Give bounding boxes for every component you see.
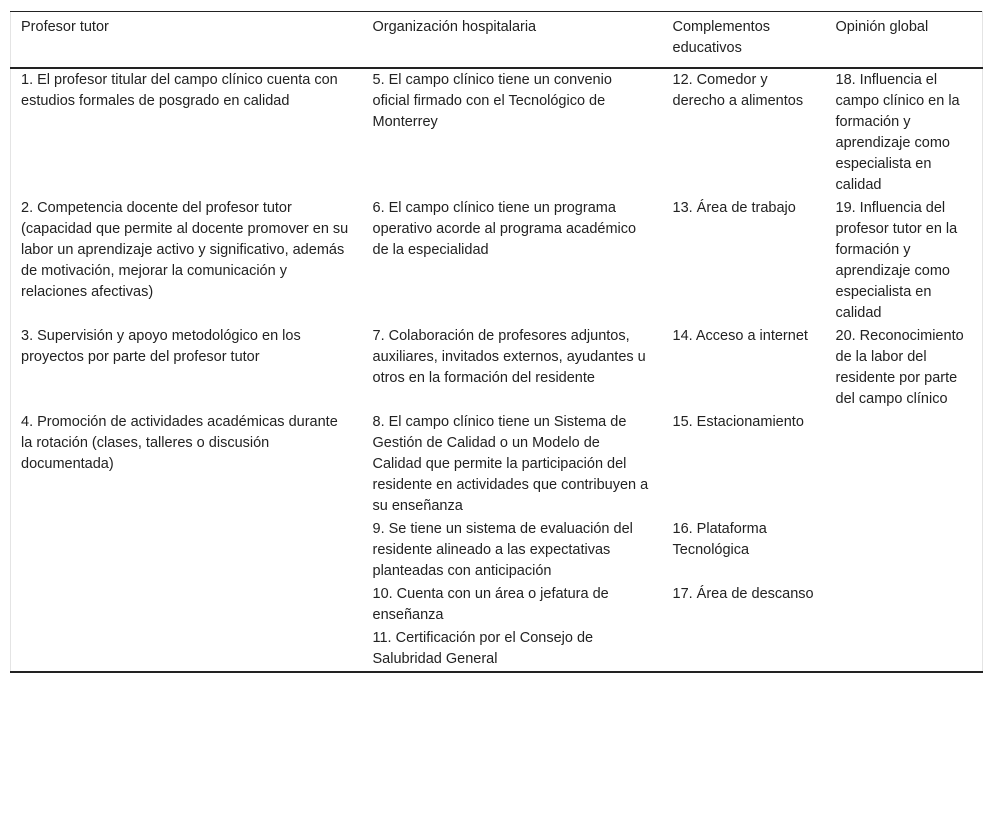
table-cell: 19. Influencia del profesor tutor en la formación y aprendizaje como especialista en calidad — [835, 200, 958, 321]
table-cell: 16. Plataforma Tecnológica — [672, 521, 767, 558]
table-row — [11, 325, 983, 411]
table-cell: 14. Acceso a internet — [672, 328, 808, 344]
header-opinion: Opinión global — [826, 12, 983, 69]
table-cell — [11, 583, 363, 627]
table-cell: 10. Cuenta con un área o jefatura de enseñanza — [372, 586, 609, 623]
table-cell: 2. Competencia docente del profesor tutor (capacidad que permite al docente promover en su labor un aprendizaje activo y significativo, además de motivación, mejorar la comunicación y relaciones afectivas) — [21, 200, 349, 300]
table-cell — [11, 627, 363, 672]
table-cell: 8. El campo clínico tiene un Sistema de Gestión de Calidad o un Modelo de Calidad que permite la participación del residente en actividades que contribuyen a su enseñanza — [372, 414, 649, 514]
table-cell: 13. Área de trabajo — [672, 200, 796, 216]
table-row — [11, 197, 983, 325]
table-cell: 4. Promoción de actividades académicas durante la rotación (clases, talleres o discusión documentada) — [21, 414, 338, 472]
table-cell: 17. Área de descanso — [672, 586, 814, 602]
survey-dimensions-table — [10, 11, 983, 673]
table-cell — [826, 627, 983, 672]
header-organizacion: Organización hospitalaria — [363, 12, 663, 69]
table-row — [11, 68, 983, 197]
header-row — [11, 12, 983, 69]
table-cell: 15. Estacionamiento — [672, 414, 804, 430]
header-complementos: Complementos educativos — [663, 12, 826, 69]
table-row — [11, 583, 983, 627]
table-cell — [11, 518, 363, 583]
table-cell: 3. Supervisión y apoyo metodológico en los proyectos por parte del profesor tutor — [21, 328, 301, 365]
table-cell: 9. Se tiene un sistema de evaluación del residente alineado a las expectativas planteadas con anticipación — [372, 521, 633, 579]
table-cell — [826, 518, 983, 583]
table-row — [11, 518, 983, 583]
table-cell: 20. Reconocimiento de la labor del residente por parte del campo clínico — [835, 328, 964, 407]
table-cell: 18. Influencia el campo clínico en la formación y aprendizaje como especialista en calidad — [835, 72, 960, 193]
table-cell — [826, 583, 983, 627]
table-cell: 11. Certificación por el Consejo de Salubridad General — [372, 630, 594, 667]
header-profesor-tutor: Profesor tutor — [11, 12, 363, 69]
table-cell: 1. El profesor titular del campo clínico cuenta con estudios formales de posgrado en calidad — [21, 72, 338, 109]
table-cell: 7. Colaboración de profesores adjuntos, auxiliares, invitados externos, ayudantes u otros en la formación del residente — [372, 328, 646, 386]
table-cell: 6. El campo clínico tiene un programa operativo acorde al programa académico de la especialidad — [372, 200, 637, 258]
table-row — [11, 627, 983, 672]
table-cell: 5. El campo clínico tiene un convenio oficial firmado con el Tecnológico de Monterrey — [372, 72, 612, 130]
table-cell — [826, 411, 983, 518]
table-cell: 12. Comedor y derecho a alimentos — [672, 72, 804, 109]
table-cell — [663, 627, 826, 672]
table-row — [11, 411, 983, 518]
